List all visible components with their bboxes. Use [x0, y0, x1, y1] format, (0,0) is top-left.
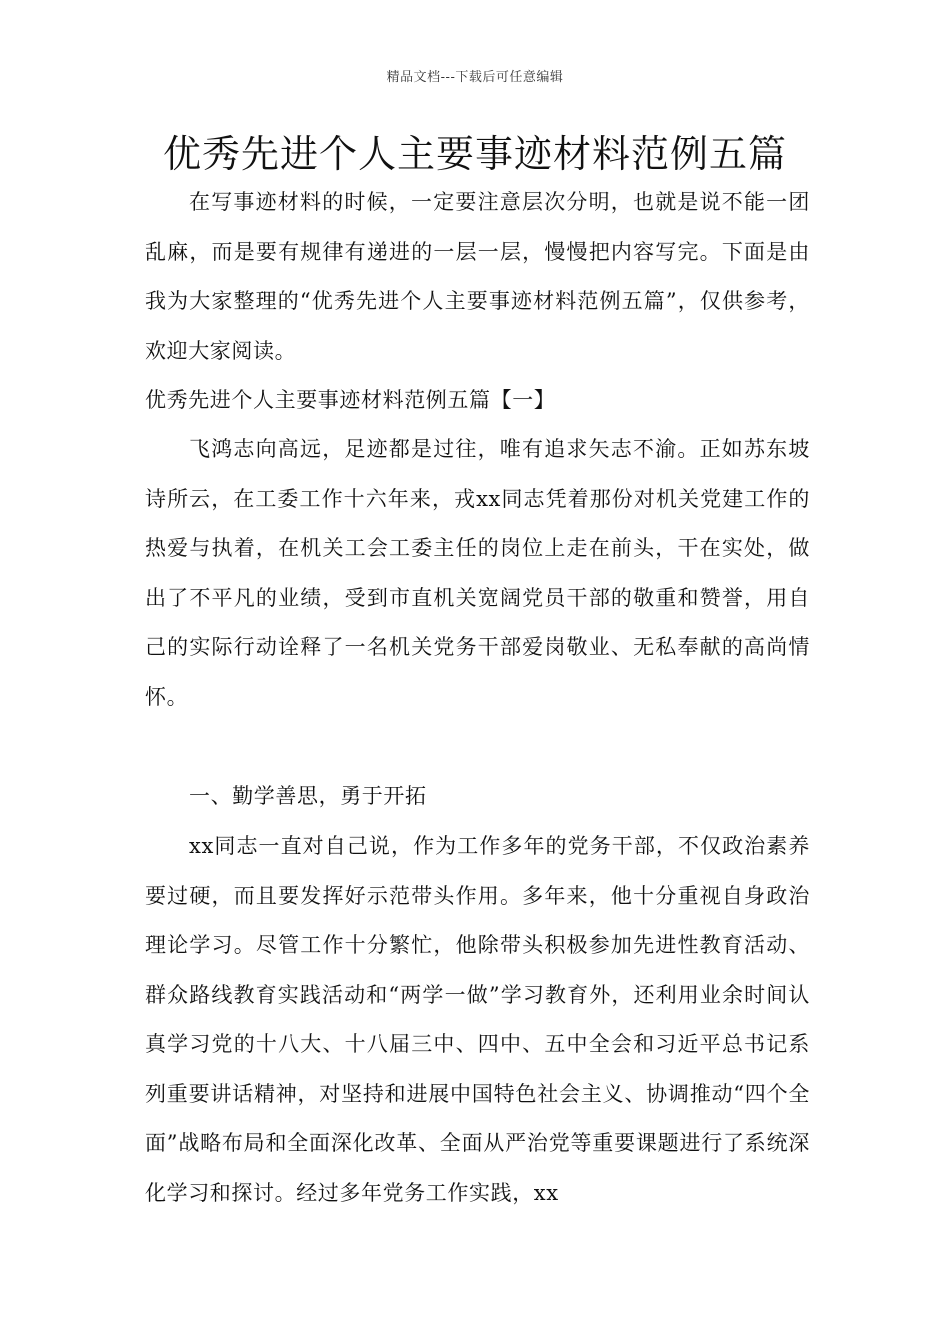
header-note: 精品文档---下载后可任意编辑 — [386, 70, 564, 85]
subheading: 一、勤学善思，勇于开拓 — [189, 784, 427, 808]
body-paragraph: 飞鸿志向高远，足迹都是过往，唯有追求矢志不渝。正如苏东坡诗所云，在工委工作十六年来，戎xx同志凭着那份对机关党建工作的热爱与执着，在机关工会工委主任的岗位上走在前头，干在实处，做出了不平凡的业绩，受到市直机关宽阔党员干部的敬重和赞誉，用自己的实际行动诠释了一名机关党务干部爱岗敬业、无私奉献的高尚情怀。 — [145, 437, 810, 709]
document-title: 优秀先进个人主要事迹材料范例五篇 — [162, 132, 787, 176]
section-heading: 优秀先进个人主要事迹材料范例五篇【一】 — [145, 388, 556, 412]
body-paragraph: xx同志一直对自己说，作为工作多年的党务干部，不仅政治素养要过硬，而且要发挥好示范带头作用。多年来，他十分重视自身政治理论学习。尽管工作十分繁忙，他除带头积极参加先进性教育活动、群众路线教育实践活动和“两学一做”学习教育外，还利用业余时间认真学习党的十八大、十八届三中、四中、五中全会和习近平总书记系列重要讲话精神，对坚持和进展中国特色社会主义、协调推动“四个全面”战略布局和全面深化改革、全面从严治党等重要课题进行了系统深化学习和探讨。经过多年党务工作实践，xx — [145, 834, 810, 1205]
intro-paragraph: 在写事迹材料的时候，一定要注意层次分明，也就是说不能一团乱麻，而是要有规律有递进的一层一层，慢慢把内容写完。下面是由我为大家整理的“优秀先进个人主要事迹材料范例五篇”，仅供参考，欢迎大家阅读。 — [145, 190, 810, 363]
